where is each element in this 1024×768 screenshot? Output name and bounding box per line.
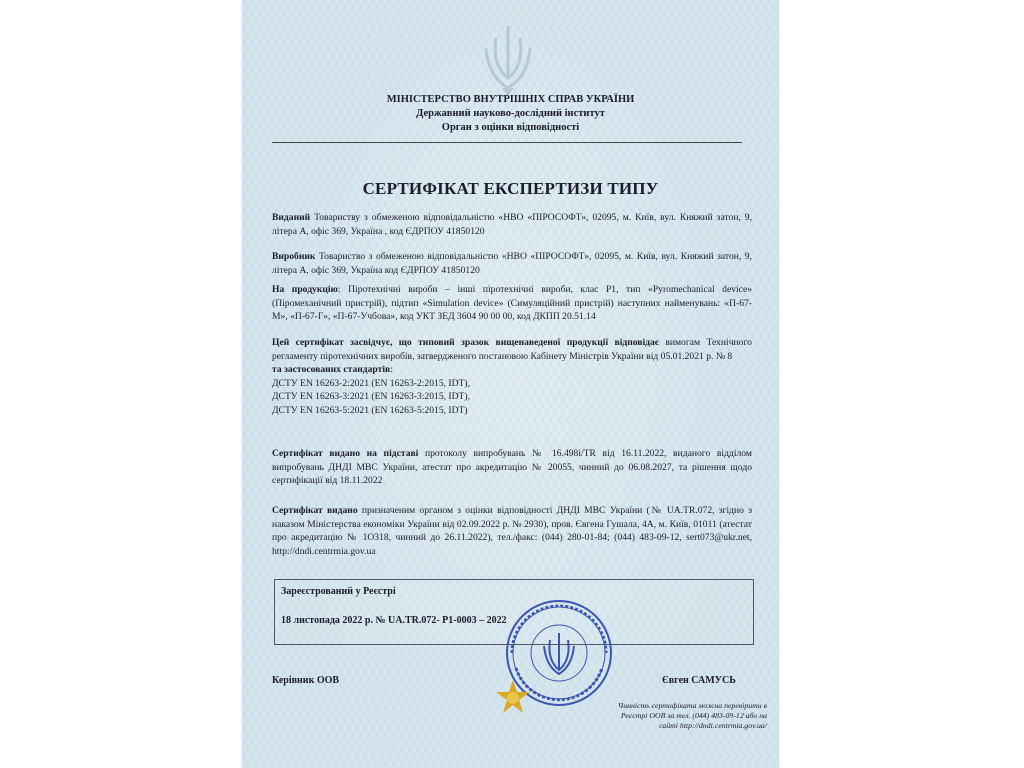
standard-item: ДСТУ EN 16263-2:2021 (EN 16263-2:2015, IDT),	[272, 377, 470, 389]
certifies-text: вимогам Технічного регламенту піротехнічних виробів, затвердженого постановою Кабінету Міністрів України від 05.01.2021 р. № 8	[272, 337, 752, 362]
manufacturer-paragraph	[272, 250, 752, 277]
institute-logo-icon	[493, 678, 533, 718]
product-label: На продукцію	[272, 284, 338, 295]
standard-item: ДСТУ EN 16263-3:2021 (EN 16263-3:2015, IDT),	[272, 391, 470, 402]
basis-paragraph	[272, 447, 752, 488]
manufacturer-label: Виробник	[272, 251, 316, 262]
basis-text: протоколу випробувань № 16.498і/TR від 16.11.2022, виданого відділом випробувань ДНДІ МВС України, атестат про акредитацію № 20055, чинний до 06.08.2027, та рішення щодо сертифікації від 18.11.2022	[272, 448, 752, 486]
standard-item: ДСТУ EN 16263-5:2021 (EN 16263-5:2015, IDT)	[272, 404, 468, 416]
issued-label: Виданий	[272, 212, 311, 223]
standards-label: та застосованих стандартів	[272, 364, 391, 375]
certifies-label: Цей сертифікат засвідчує, що типовий зразок вищенаведеної продукції відповідає	[272, 337, 659, 348]
basis-label: Сертифікат видано на підставі	[272, 448, 419, 459]
ministry-name: МІНІСТЕРСТВО ВНУТРІШНІХ СПРАВ УКРАЇНИ	[386, 94, 635, 105]
issued-text: Товариству з обмеженою відповідальністю «НВО «ПІРОСОФТ», 02095, м. Київ, вул. Княжий затон, 9, літера А, офіс 369, Україна , код ЄДРПОУ 41850120	[272, 212, 752, 237]
institute-name: Державний науково-дослідний інститут	[416, 108, 605, 119]
certifies-paragraph: Цей сертифікат засвідчує, що типовий зразок вищенаведеної продукції відповідає вимогам Технічного регламенту піротехнічних виробів, затвердженого постановою Кабінету Міністрів України від 05.01.2021 р. № 8 та застосованих стандартів: ДСТУ EN 16263-2:2021 (EN 16263-2:2015, IDT), ДСТУ EN 16263-3:2021 (EN 16263-3:2015, IDT), ДСТУ EN 16263-5:2021 (EN 16263-5:2015, IDT)	[272, 337, 752, 416]
signatory-name: Євген САМУСЬ	[662, 675, 736, 686]
document-title: СЕРТИФІКАТ ЕКСПЕРТИЗИ ТИПУ	[362, 179, 659, 198]
header-divider	[272, 142, 742, 143]
certificate-sheet	[242, 0, 779, 768]
registry-title: Зареєстрований у Реєстрі	[281, 586, 396, 597]
issued-by-text: призначеним органом з оцінки відповідності ДНДІ МВС України (№ UA.TR.072, згідно з наказом Міністерства економіки України від 02.09.2022 р. № 2930), пров. Євгена Гушала, 4А, м. Київ, 01011 (атестат про акредитацію № 1О318, чинний до 26.11.2022), тел./факс: (044) 280-01-84; (044) 483-09-12, sert073@ukr.net, http://dndi.centrmia.gov.ua	[272, 505, 753, 557]
issued-by-label: Сертифікат видано	[272, 505, 358, 516]
product-paragraph	[272, 283, 752, 324]
product-text: : Піротехнічні вироби – інші піротехнічні вироби, клас Р1, тип «Pyromechanical device» (Піромеханічний пристрій), підтип «Simulation device» (Симуляційний пристрій) наступних найменувань: «П-67-М», «П-67-Г», «П-67-Учбова», код УКТ ЗЕД 3604 90 00 00, код ДКПП 20.51.14	[272, 284, 752, 322]
registry-number: 18 листопада 2022 р. № UA.TR.072- Р1-0003 – 2022	[281, 615, 507, 626]
manufacturer-text: Товариство з обмеженою відповідальністю «НВО «ПІРОСОФТ», 02095, м. Київ, вул. Княжий затон, 9, літера А, офіс 369, Україна код ЄДРПОУ 41850120	[272, 251, 752, 276]
body-name: Орган з оцінки відповідності	[441, 122, 580, 133]
coat-of-arms-watermark-icon	[478, 18, 538, 98]
verification-note: Чинність сертифіката можна перевірити в Реєстрі ООВ за тел. (044) 483-09-12 або на сайті http://dndi.centrmia.gov.ua/	[617, 701, 767, 730]
issued-by-paragraph	[272, 504, 752, 558]
issued-paragraph	[272, 211, 752, 238]
signature-position: Керівник ООВ	[272, 675, 340, 686]
